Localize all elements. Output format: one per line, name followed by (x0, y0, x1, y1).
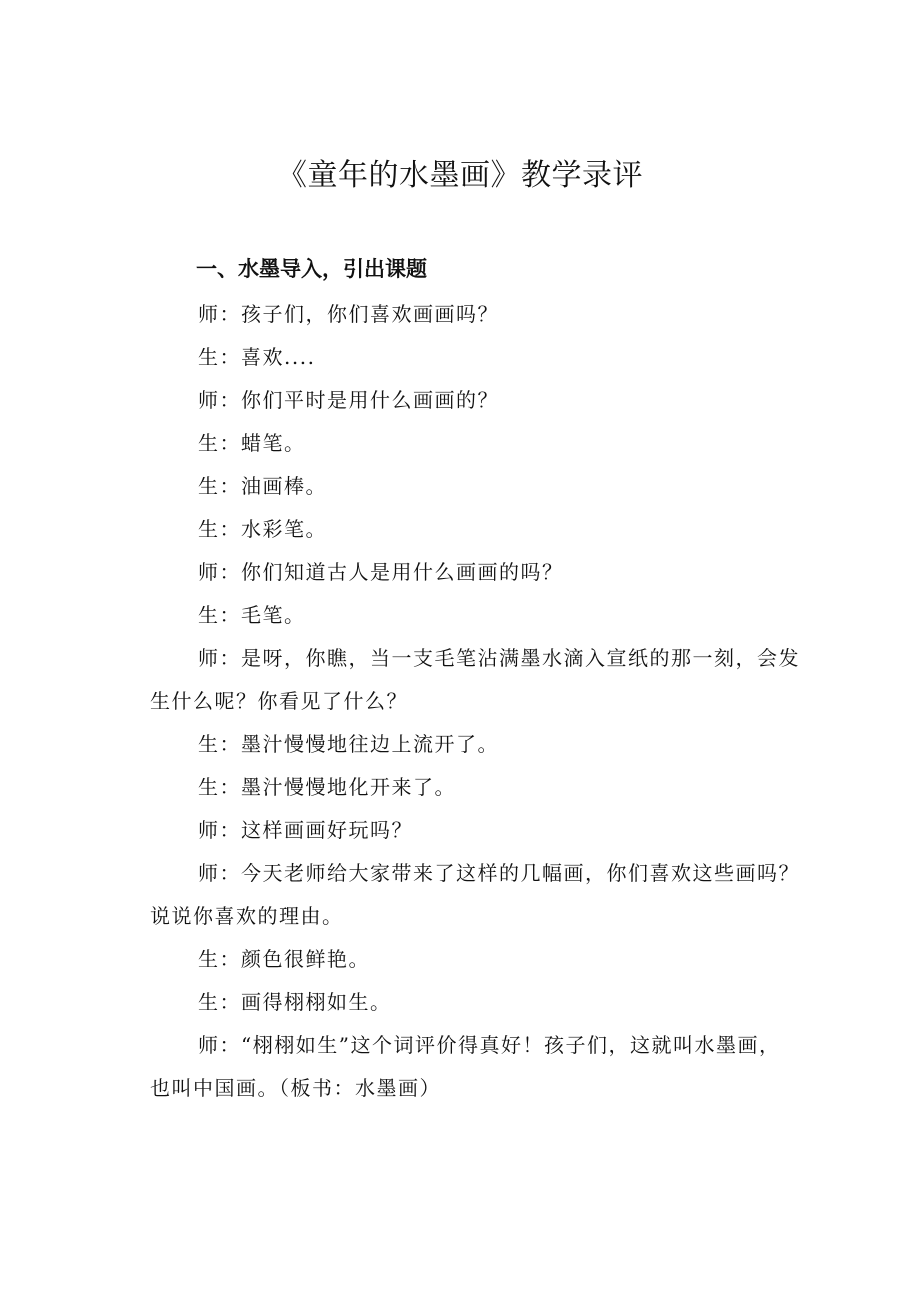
dialogue-line: 师：你们平时是用什么画画的？ (198, 388, 499, 412)
dialogue-line: 师：你们知道古人是用什么画画的吗？ (198, 560, 564, 584)
dialogue-body (150, 293, 800, 1110)
dialogue-line: 生：油画棒。 (198, 474, 327, 498)
dialogue-line: 生：颜色很鲜艳。 (198, 947, 370, 971)
dialogue-line: 生：毛笔。 (198, 603, 306, 627)
dialogue-line: 师：今天老师给大家带来了这样的几幅画，你们喜欢这些画吗？说说你喜欢的理由。 (150, 861, 800, 928)
document-title: 《童年的水墨画》教学录评 (277, 158, 643, 193)
dialogue-line: 生：画得栩栩如生。 (198, 990, 392, 1014)
section-heading: 一、水墨导入，引出课题 (196, 257, 427, 281)
dialogue-line: 师：“栩栩如生”这个词评价得真好！孩子们，这就叫水墨画，也叫中国画。（板书：水墨画） (150, 1033, 781, 1100)
dialogue-line: 生：水彩笔。 (198, 517, 327, 541)
dialogue-line: 生：喜欢.... (198, 345, 316, 369)
dialogue-line: 生：蜡笔。 (198, 431, 306, 455)
dialogue-line: 师：孩子们，你们喜欢画画吗？ (198, 302, 499, 326)
dialogue-line: 师：这样画画好玩吗？ (198, 818, 413, 842)
dialogue-line: 生：墨汁慢慢地往边上流开了。 (198, 732, 499, 756)
dialogue-line: 师：是呀，你瞧，当一支毛笔沾满墨水滴入宣纸的那一刻，会发生什么呢？你看见了什么？ (150, 646, 800, 713)
dialogue-line: 生：墨汁慢慢地化开来了。 (198, 775, 456, 799)
